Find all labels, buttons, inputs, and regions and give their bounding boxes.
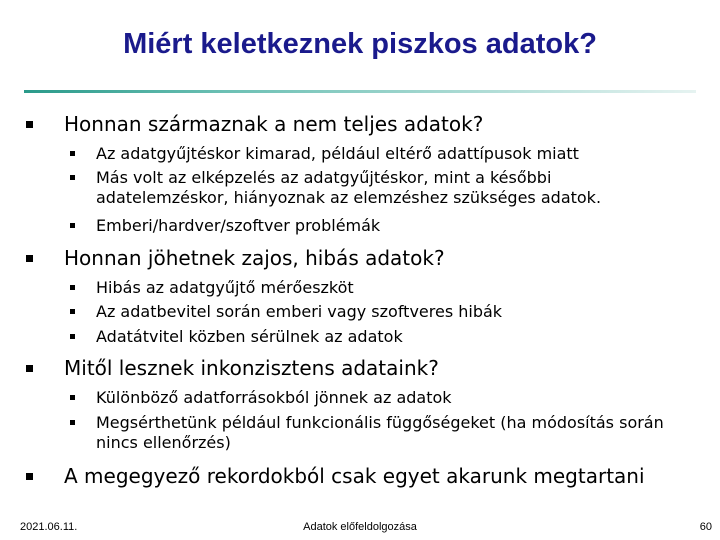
- sub-bullet-text: Különböző adatforrásokból jönnek az adatok: [96, 388, 452, 407]
- sub-bullet-text: Az adatbevitel során emberi vagy szoftveres hibák: [96, 302, 503, 321]
- sub-bullet-square-icon: [70, 151, 75, 156]
- sub-bullet-text: Megsérthetünk például funkcionális függőségeket (ha módosítás során nincs ellenőrzés): [96, 413, 664, 452]
- bullet-square-icon: [26, 473, 33, 480]
- footer-subject: Adatok előfeldolgozása: [303, 521, 417, 533]
- sub-bullet-text: Más volt az elképzelés az adatgyűjtéskor, mint a későbbi adatelemzéskor, hiányoznak az elemzéshez szükséges adatok.: [96, 168, 602, 207]
- sub-bullet-text: Hibás az adatgyűjtő mérőeszköt: [96, 278, 354, 297]
- sub-bullet-square-icon: [70, 334, 75, 339]
- bullet-text: Honnan származnak a nem teljes adatok?: [64, 112, 484, 136]
- bullet-text: Mitől lesznek inkonzisztens adataink?: [64, 356, 439, 380]
- sub-bullet-text: Az adatgyűjtéskor kimarad, például eltérő adattípusok miatt: [96, 144, 579, 163]
- sub-bullet-square-icon: [70, 175, 75, 180]
- sub-bullet-square-icon: [70, 309, 75, 314]
- bullet-square-icon: [26, 255, 33, 262]
- bullet-square-icon: [26, 365, 33, 372]
- sub-bullet-text: Adatátvitel közben sérülnek az adatok: [96, 327, 403, 346]
- sub-bullet-square-icon: [70, 395, 75, 400]
- bullet-text: A megegyező rekordokból csak egyet akarunk megtartani: [64, 464, 645, 488]
- footer-date: 2021.06.11.: [20, 521, 78, 533]
- sub-bullet-square-icon: [70, 223, 75, 228]
- slide-title: Miért keletkeznek piszkos adatok?: [123, 28, 597, 60]
- bullet-text: Honnan jöhetnek zajos, hibás adatok?: [64, 246, 445, 270]
- sub-bullet-text: Emberi/hardver/szoftver problémák: [96, 216, 381, 235]
- bullet-square-icon: [26, 121, 33, 128]
- sub-bullet-square-icon: [70, 420, 75, 425]
- footer-page-number: 60: [699, 521, 712, 533]
- sub-bullet-square-icon: [70, 285, 75, 290]
